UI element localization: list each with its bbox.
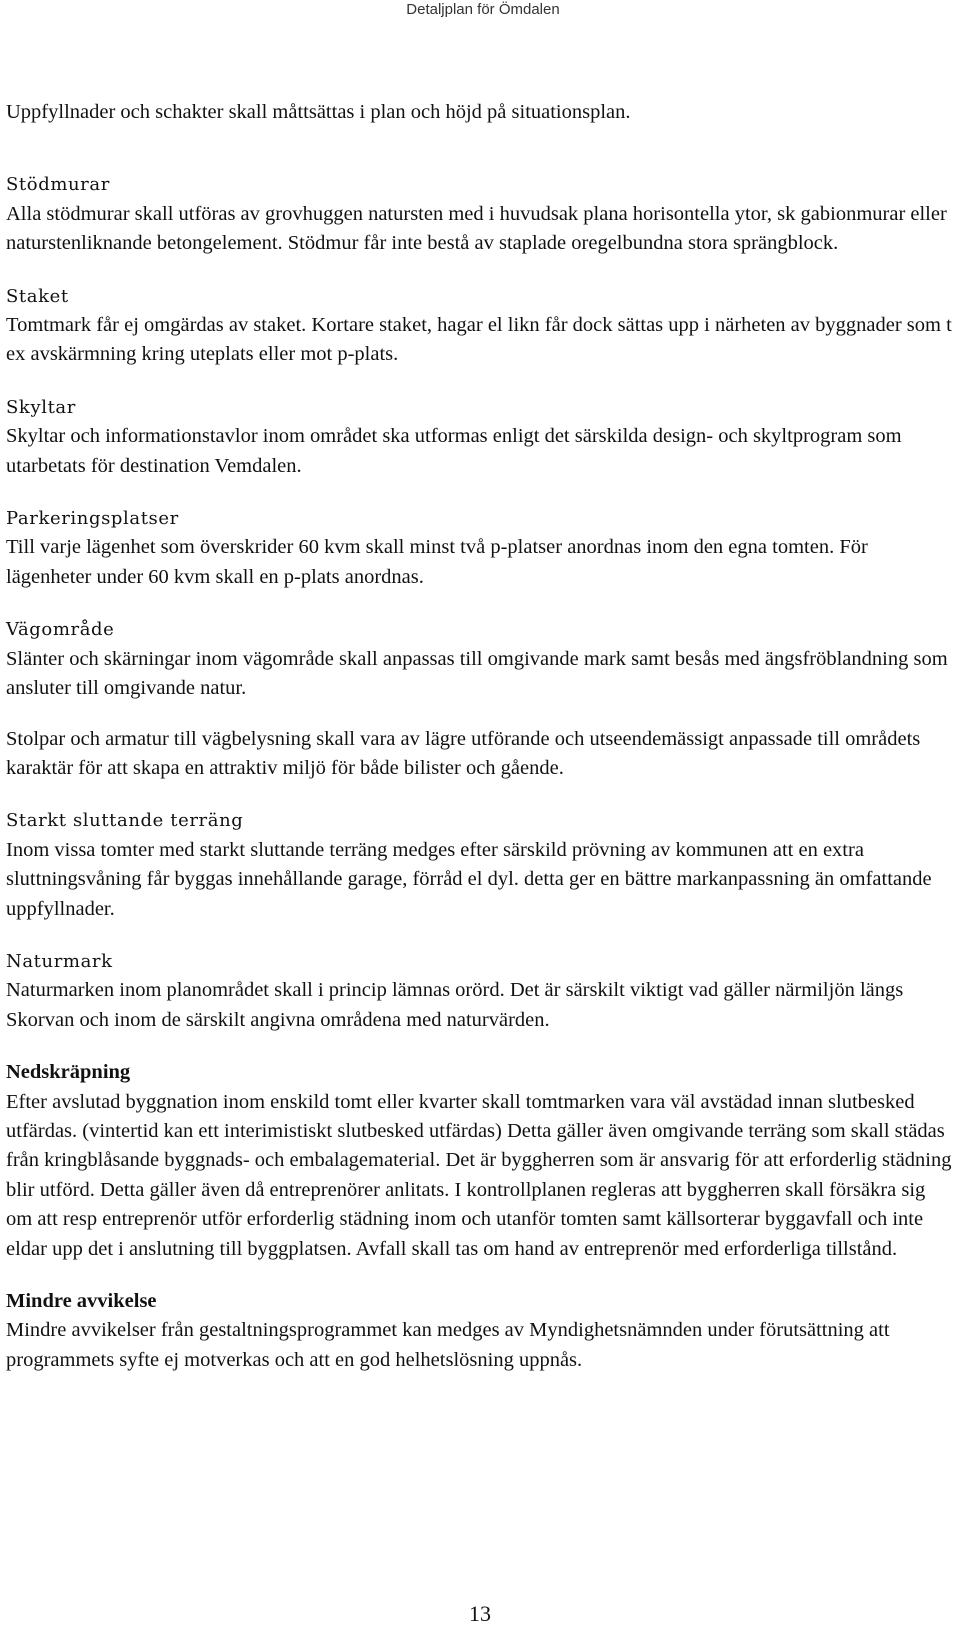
section-body-extra: Stolpar och armatur till vägbelysning skall vara av lägre utförande och utseendemässigt anpassade till områdets karaktär för att skapa en attraktiv miljö för både bilister och gående. (6, 727, 921, 779)
section-heading: Stödmurar (6, 174, 110, 196)
section-vagomrade (6, 615, 954, 783)
section-starkt-sluttande-terrang (6, 806, 954, 924)
section-body: Inom vissa tomter med starkt sluttande terräng medges efter särskild prövning av kommunen att en extra sluttningsvåning får byggas innehållande garage, förråd el dyl. detta ger en bättre markanpassning än omfattande uppfyllnader. (6, 838, 932, 920)
section-heading: Staket (6, 285, 69, 307)
section-body: Till varje lägenhet som överskrider 60 kvm skall minst två p-platser anordnas inom den egna tomten. För lägenheter under 60 kvm skall en p-plats anordnas. (6, 536, 868, 588)
section-nedskrapning (6, 1058, 954, 1264)
section-mindre-avvikelse (6, 1287, 954, 1375)
document-body (6, 98, 954, 1398)
section-body: Skyltar och informationstavlor inom området ska utformas enligt det särskilda design- och skyltprogram som utarbetats för destination Vemdalen. (6, 425, 902, 477)
section-skyltar (6, 393, 954, 481)
section-heading: Nedskräpning (6, 1061, 131, 1084)
section-heading: Vägområde (6, 619, 115, 641)
section-staket (6, 282, 954, 370)
section-heading: Parkeringsplatser (6, 508, 179, 530)
section-body: Efter avslutad byggnation inom enskild tomt eller kvarter skall tomtmarken vara väl avstädad innan slutbesked utfärdas. (vintertid kan ett interimistiskt slutbesked utfärdas) Detta gäller även omgivande terräng som skall städas från kringblåsande byggnads- och embalagematerial. Det är byggherren som är ansvarig för att erforderlig städning blir utförd. Detta gäller även då entreprenörer anlitats. I kontrollplanen regleras att byggherren skall försäkra sig om att resp entreprenör utför erforderlig städning inom och utanför tomten samt källsorterar byggavfall och inte eldar upp det i anslutning till byggplatsen. Avfall skall tas om hand av entreprenör med erforderliga tillstånd. (6, 1090, 952, 1260)
intro-paragraph: Uppfyllnader och schakter skall måttsättas i plan och höjd på situationsplan. (6, 101, 631, 123)
section-heading: Starkt sluttande terräng (6, 810, 244, 832)
page-number: 13 (469, 1601, 491, 1626)
section-body: Naturmarken inom planområdet skall i princip lämnas orörd. Det är särskilt viktigt vad gäller närmiljön längs Skorvan och inom de särskilt angivna områdena med naturvärden. (6, 979, 904, 1031)
section-body: Tomtmark får ej omgärdas av staket. Kortare staket, hagar el likn får dock sättas upp i närheten av byggnader som t ex avskärmning kring uteplats eller mot p-plats. (6, 314, 952, 366)
section-naturmark (6, 947, 954, 1035)
section-heading: Skyltar (6, 396, 76, 418)
section-parkeringsplatser (6, 504, 954, 592)
section-body: Mindre avvikelser från gestaltningsprogrammet kan medges av Myndighetsnämnden under förutsättning att programmets syfte ej motverkas och att en god helhetslösning uppnås. (6, 1319, 890, 1371)
section-body: Slänter och skärningar inom vägområde skall anpassas till omgivande mark samt besås med ängsfröblandning som ansluter till omgivande natur. (6, 647, 948, 700)
section-heading: Mindre avvikelse (6, 1290, 157, 1312)
page-header (0, 0, 960, 20)
section-stodmurar (6, 170, 954, 258)
document-title: Detaljplan för Ömdalen (406, 1, 560, 18)
section-body: Alla stödmurar skall utföras av grovhuggen natursten med i huvudsak plana horisontella ytor, sk gabionmurar eller naturstenliknande betongelement. Stödmur får inte bestå av staplade oregelbundna stora sprängblock. (6, 202, 947, 255)
section-heading: Naturmark (6, 950, 113, 972)
